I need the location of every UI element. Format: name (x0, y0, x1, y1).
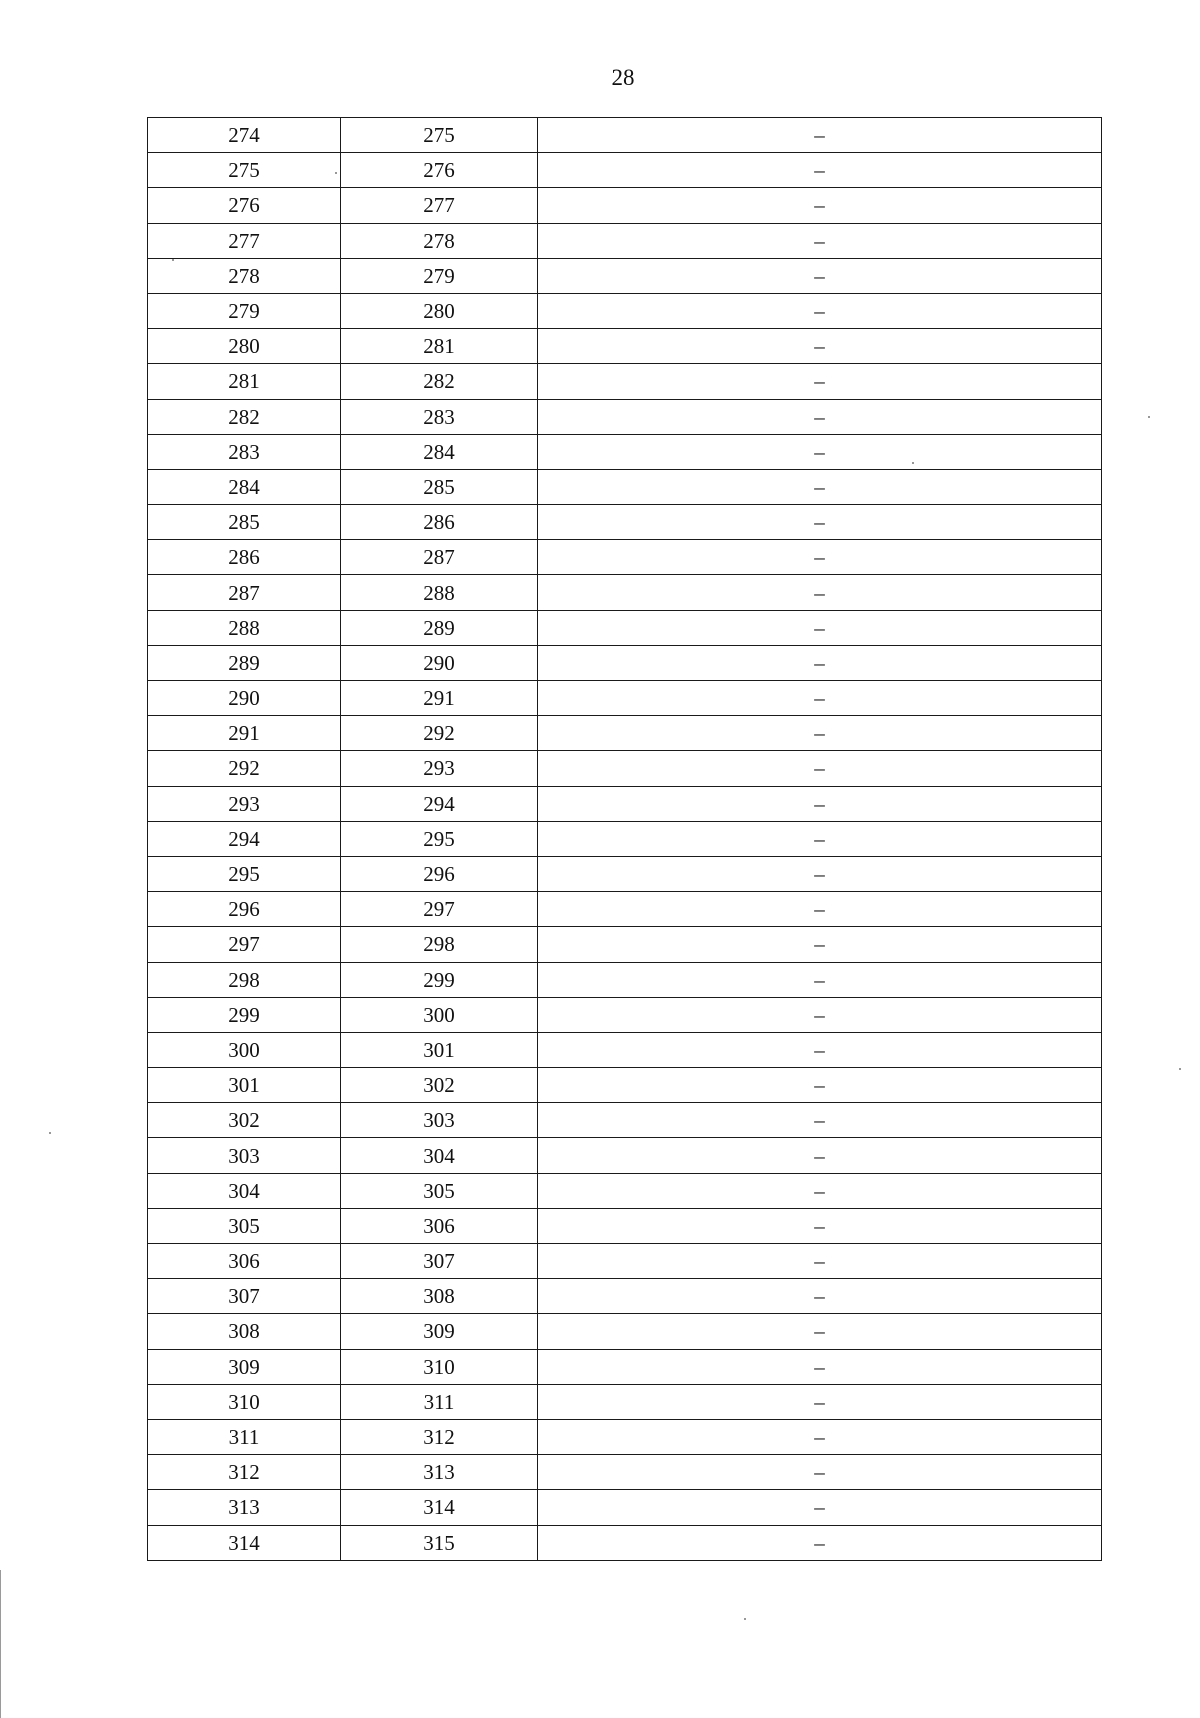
to-value-cell: 279 (341, 258, 538, 293)
dash-cell: – (538, 821, 1102, 856)
table-row (148, 1068, 1102, 1103)
table-row (148, 399, 1102, 434)
table-row (148, 716, 1102, 751)
dash-cell: – (538, 1314, 1102, 1349)
table-row (148, 821, 1102, 856)
dash-cell: – (538, 1279, 1102, 1314)
dash-cell: – (538, 364, 1102, 399)
table-row (148, 1103, 1102, 1138)
dash-cell: – (538, 997, 1102, 1032)
dash-cell: – (538, 927, 1102, 962)
dash-cell: – (538, 962, 1102, 997)
from-value-cell: 303 (148, 1138, 341, 1173)
from-value-cell: 284 (148, 469, 341, 504)
to-value-cell: 295 (341, 821, 538, 856)
table-row (148, 892, 1102, 927)
from-value-cell: 301 (148, 1068, 341, 1103)
to-value-cell: 310 (341, 1349, 538, 1384)
dash-cell: – (538, 645, 1102, 680)
from-value-cell: 297 (148, 927, 341, 962)
table-row (148, 927, 1102, 962)
table-row (148, 505, 1102, 540)
to-value-cell: 281 (341, 329, 538, 364)
table-row (148, 540, 1102, 575)
from-value-cell: 292 (148, 751, 341, 786)
scan-speck (335, 172, 337, 174)
dash-cell: – (538, 1384, 1102, 1419)
table-row (148, 188, 1102, 223)
scan-speck (172, 259, 174, 261)
table-row (148, 1138, 1102, 1173)
to-value-cell: 297 (341, 892, 538, 927)
table-row (148, 1490, 1102, 1525)
from-value-cell: 281 (148, 364, 341, 399)
scan-speck (912, 462, 914, 464)
table-row (148, 997, 1102, 1032)
from-value-cell: 314 (148, 1525, 341, 1560)
to-value-cell: 286 (341, 505, 538, 540)
dash-cell: – (538, 610, 1102, 645)
table-row (148, 681, 1102, 716)
dash-cell: – (538, 434, 1102, 469)
to-value-cell: 290 (341, 645, 538, 680)
to-value-cell: 299 (341, 962, 538, 997)
table-row (148, 1173, 1102, 1208)
from-value-cell: 302 (148, 1103, 341, 1138)
from-value-cell: 291 (148, 716, 341, 751)
table-row (148, 1314, 1102, 1349)
dash-cell: – (538, 681, 1102, 716)
from-value-cell: 294 (148, 821, 341, 856)
from-value-cell: 304 (148, 1173, 341, 1208)
dash-cell: – (538, 1490, 1102, 1525)
to-value-cell: 288 (341, 575, 538, 610)
from-value-cell: 279 (148, 293, 341, 328)
table-row (148, 1455, 1102, 1490)
to-value-cell: 304 (341, 1138, 538, 1173)
to-value-cell: 291 (341, 681, 538, 716)
scan-speck (744, 1618, 746, 1620)
table-row (148, 1384, 1102, 1419)
dash-cell: – (538, 293, 1102, 328)
table-row (148, 1032, 1102, 1067)
from-value-cell: 312 (148, 1455, 341, 1490)
data-table (147, 117, 1102, 1561)
dash-cell: – (538, 153, 1102, 188)
from-value-cell: 288 (148, 610, 341, 645)
dash-cell: – (538, 786, 1102, 821)
table-row (148, 434, 1102, 469)
dash-cell: – (538, 399, 1102, 434)
dash-cell: – (538, 751, 1102, 786)
from-value-cell: 307 (148, 1279, 341, 1314)
to-value-cell: 292 (341, 716, 538, 751)
to-value-cell: 300 (341, 997, 538, 1032)
dash-cell: – (538, 540, 1102, 575)
from-value-cell: 286 (148, 540, 341, 575)
to-value-cell: 315 (341, 1525, 538, 1560)
table-row (148, 223, 1102, 258)
to-value-cell: 283 (341, 399, 538, 434)
to-value-cell: 287 (341, 540, 538, 575)
table-row (148, 293, 1102, 328)
dash-cell: – (538, 329, 1102, 364)
to-value-cell: 308 (341, 1279, 538, 1314)
to-value-cell: 302 (341, 1068, 538, 1103)
to-value-cell: 285 (341, 469, 538, 504)
table-row (148, 153, 1102, 188)
table-row (148, 1525, 1102, 1560)
from-value-cell: 313 (148, 1490, 341, 1525)
table-row (148, 1244, 1102, 1279)
to-value-cell: 307 (341, 1244, 538, 1279)
table-row (148, 1208, 1102, 1243)
from-value-cell: 282 (148, 399, 341, 434)
from-value-cell: 280 (148, 329, 341, 364)
to-value-cell: 275 (341, 118, 538, 153)
page-number: 28 (611, 65, 635, 90)
from-value-cell: 277 (148, 223, 341, 258)
to-value-cell: 278 (341, 223, 538, 258)
from-value-cell: 305 (148, 1208, 341, 1243)
from-value-cell: 276 (148, 188, 341, 223)
from-value-cell: 290 (148, 681, 341, 716)
dash-cell: – (538, 856, 1102, 891)
to-value-cell: 314 (341, 1490, 538, 1525)
from-value-cell: 296 (148, 892, 341, 927)
from-value-cell: 287 (148, 575, 341, 610)
from-value-cell: 299 (148, 997, 341, 1032)
dash-cell: – (538, 1138, 1102, 1173)
scan-edge-line (0, 1570, 1, 1718)
to-value-cell: 301 (341, 1032, 538, 1067)
to-value-cell: 276 (341, 153, 538, 188)
dash-cell: – (538, 469, 1102, 504)
from-value-cell: 309 (148, 1349, 341, 1384)
table-row (148, 258, 1102, 293)
scan-speck (1148, 416, 1150, 418)
table-row (148, 329, 1102, 364)
to-value-cell: 280 (341, 293, 538, 328)
table-row (148, 610, 1102, 645)
dash-cell: – (538, 223, 1102, 258)
dash-cell: – (538, 1455, 1102, 1490)
table-row (148, 645, 1102, 680)
table-row (148, 962, 1102, 997)
from-value-cell: 289 (148, 645, 341, 680)
dash-cell: – (538, 892, 1102, 927)
dash-cell: – (538, 1208, 1102, 1243)
dash-cell: – (538, 716, 1102, 751)
to-value-cell: 289 (341, 610, 538, 645)
from-value-cell: 308 (148, 1314, 341, 1349)
table-row (148, 751, 1102, 786)
dash-cell: – (538, 1419, 1102, 1454)
to-value-cell: 277 (341, 188, 538, 223)
dash-cell: – (538, 188, 1102, 223)
table-row (148, 786, 1102, 821)
to-value-cell: 296 (341, 856, 538, 891)
table-row (148, 469, 1102, 504)
to-value-cell: 312 (341, 1419, 538, 1454)
dash-cell: – (538, 258, 1102, 293)
to-value-cell: 282 (341, 364, 538, 399)
from-value-cell: 293 (148, 786, 341, 821)
from-value-cell: 298 (148, 962, 341, 997)
to-value-cell: 298 (341, 927, 538, 962)
from-value-cell: 306 (148, 1244, 341, 1279)
from-value-cell: 278 (148, 258, 341, 293)
from-value-cell: 283 (148, 434, 341, 469)
scan-speck (1179, 1068, 1181, 1070)
to-value-cell: 306 (341, 1208, 538, 1243)
to-value-cell: 311 (341, 1384, 538, 1419)
from-value-cell: 274 (148, 118, 341, 153)
to-value-cell: 294 (341, 786, 538, 821)
to-value-cell: 303 (341, 1103, 538, 1138)
dash-cell: – (538, 1244, 1102, 1279)
to-value-cell: 309 (341, 1314, 538, 1349)
from-value-cell: 300 (148, 1032, 341, 1067)
to-value-cell: 305 (341, 1173, 538, 1208)
to-value-cell: 293 (341, 751, 538, 786)
dash-cell: – (538, 1068, 1102, 1103)
table-row (148, 1419, 1102, 1454)
table-row (148, 1279, 1102, 1314)
table-row (148, 1349, 1102, 1384)
to-value-cell: 284 (341, 434, 538, 469)
dash-cell: – (538, 1032, 1102, 1067)
table-row (148, 575, 1102, 610)
from-value-cell: 310 (148, 1384, 341, 1419)
dash-cell: – (538, 1173, 1102, 1208)
scan-speck (49, 1132, 51, 1134)
dash-cell: – (538, 1349, 1102, 1384)
from-value-cell: 295 (148, 856, 341, 891)
dash-cell: – (538, 1103, 1102, 1138)
from-value-cell: 285 (148, 505, 341, 540)
dash-cell: – (538, 118, 1102, 153)
to-value-cell: 313 (341, 1455, 538, 1490)
table-body (148, 118, 1102, 1561)
from-value-cell: 311 (148, 1419, 341, 1454)
dash-cell: – (538, 575, 1102, 610)
table-row (148, 118, 1102, 153)
dash-cell: – (538, 1525, 1102, 1560)
table-container (147, 117, 1101, 1561)
from-value-cell: 275 (148, 153, 341, 188)
table-row (148, 364, 1102, 399)
dash-cell: – (538, 505, 1102, 540)
table-row (148, 856, 1102, 891)
